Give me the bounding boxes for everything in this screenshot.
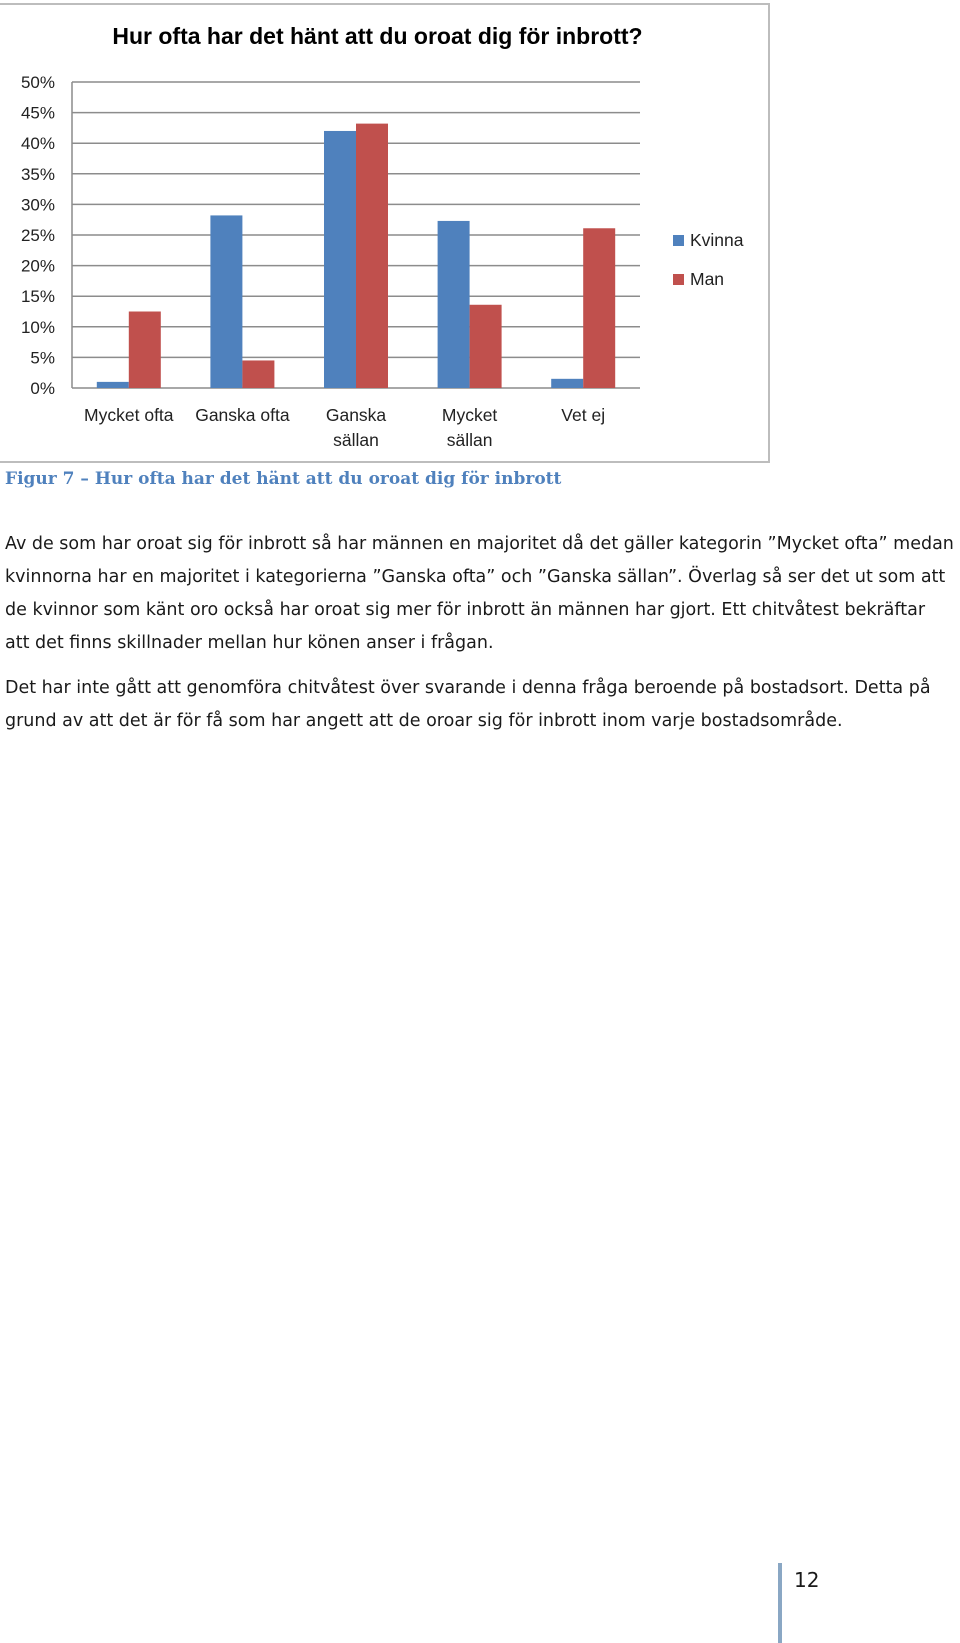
legend-swatch-kvinna	[673, 235, 684, 246]
bar-man	[356, 124, 388, 388]
y-tick-label: 15%	[20, 287, 55, 307]
x-tick-label: sällan	[333, 430, 379, 450]
x-tick-label: Ganska ofta	[195, 405, 290, 425]
y-tick-label: 0%	[30, 379, 55, 398]
x-tick-label: Vet ej	[561, 405, 606, 425]
paragraph-1: Av de som har oroat sig för inbrott så har männen en majoritet då det gäller kategorin ”Mycket ofta” medan kvinnorna har en majoritet i kategorierna ”Ganska ofta” och ”Ganska sällan”. Överlag så ser det ut som att de kvinnor som känt oro också har oroat sig mer för inbrott än männen har gjort. Ett chitvåtest bekräftar att det finns skillnader mellan hur könen anser i frågan.	[5, 534, 954, 653]
body-text	[5, 528, 955, 750]
figure-caption: Figur 7 – Hur ofta har det hänt att du oroat dig för inbrott	[5, 469, 562, 489]
bar-chart	[0, 5, 770, 465]
bar-kvinna	[551, 379, 583, 388]
y-tick-label: 40%	[20, 134, 55, 154]
chart-frame	[0, 3, 770, 463]
paragraph-2: Det har inte gått att genomföra chitvåtest över svarande i denna fråga beroende på bostadsort. Detta på grund av att det är för få som har angett att de oroar sig för inbrott inom varje bostadsområde.	[5, 678, 931, 731]
bar-kvinna	[324, 131, 356, 388]
y-tick-label: 30%	[20, 195, 55, 215]
x-tick-label: Mycket ofta	[84, 405, 174, 425]
bar-kvinna	[438, 221, 470, 388]
bar-kvinna	[210, 215, 242, 388]
legend-swatch-man	[673, 274, 684, 285]
y-tick-label: 10%	[20, 317, 55, 337]
bar-man	[129, 312, 161, 389]
y-tick-label: 20%	[20, 256, 55, 276]
legend-label: Kvinna	[690, 230, 744, 250]
y-tick-label: 50%	[20, 73, 55, 92]
bar-kvinna	[97, 382, 129, 388]
bar-man	[242, 360, 274, 388]
bar-man	[583, 228, 615, 388]
y-tick-label: 5%	[30, 348, 55, 368]
page-number: 12	[794, 1568, 820, 1592]
bar-man	[470, 305, 502, 388]
legend-label: Man	[690, 269, 725, 289]
x-tick-label: Mycket	[441, 405, 498, 425]
y-tick-label: 25%	[20, 226, 55, 245]
x-tick-label: Ganska	[325, 405, 387, 425]
x-tick-label: sällan	[446, 430, 493, 450]
y-tick-label: 35%	[20, 164, 55, 184]
page-number-bar	[778, 1563, 782, 1643]
chart-title: Hur ofta har det hänt att du oroat dig för inbrott?	[112, 23, 643, 49]
y-tick-label: 45%	[20, 103, 55, 123]
